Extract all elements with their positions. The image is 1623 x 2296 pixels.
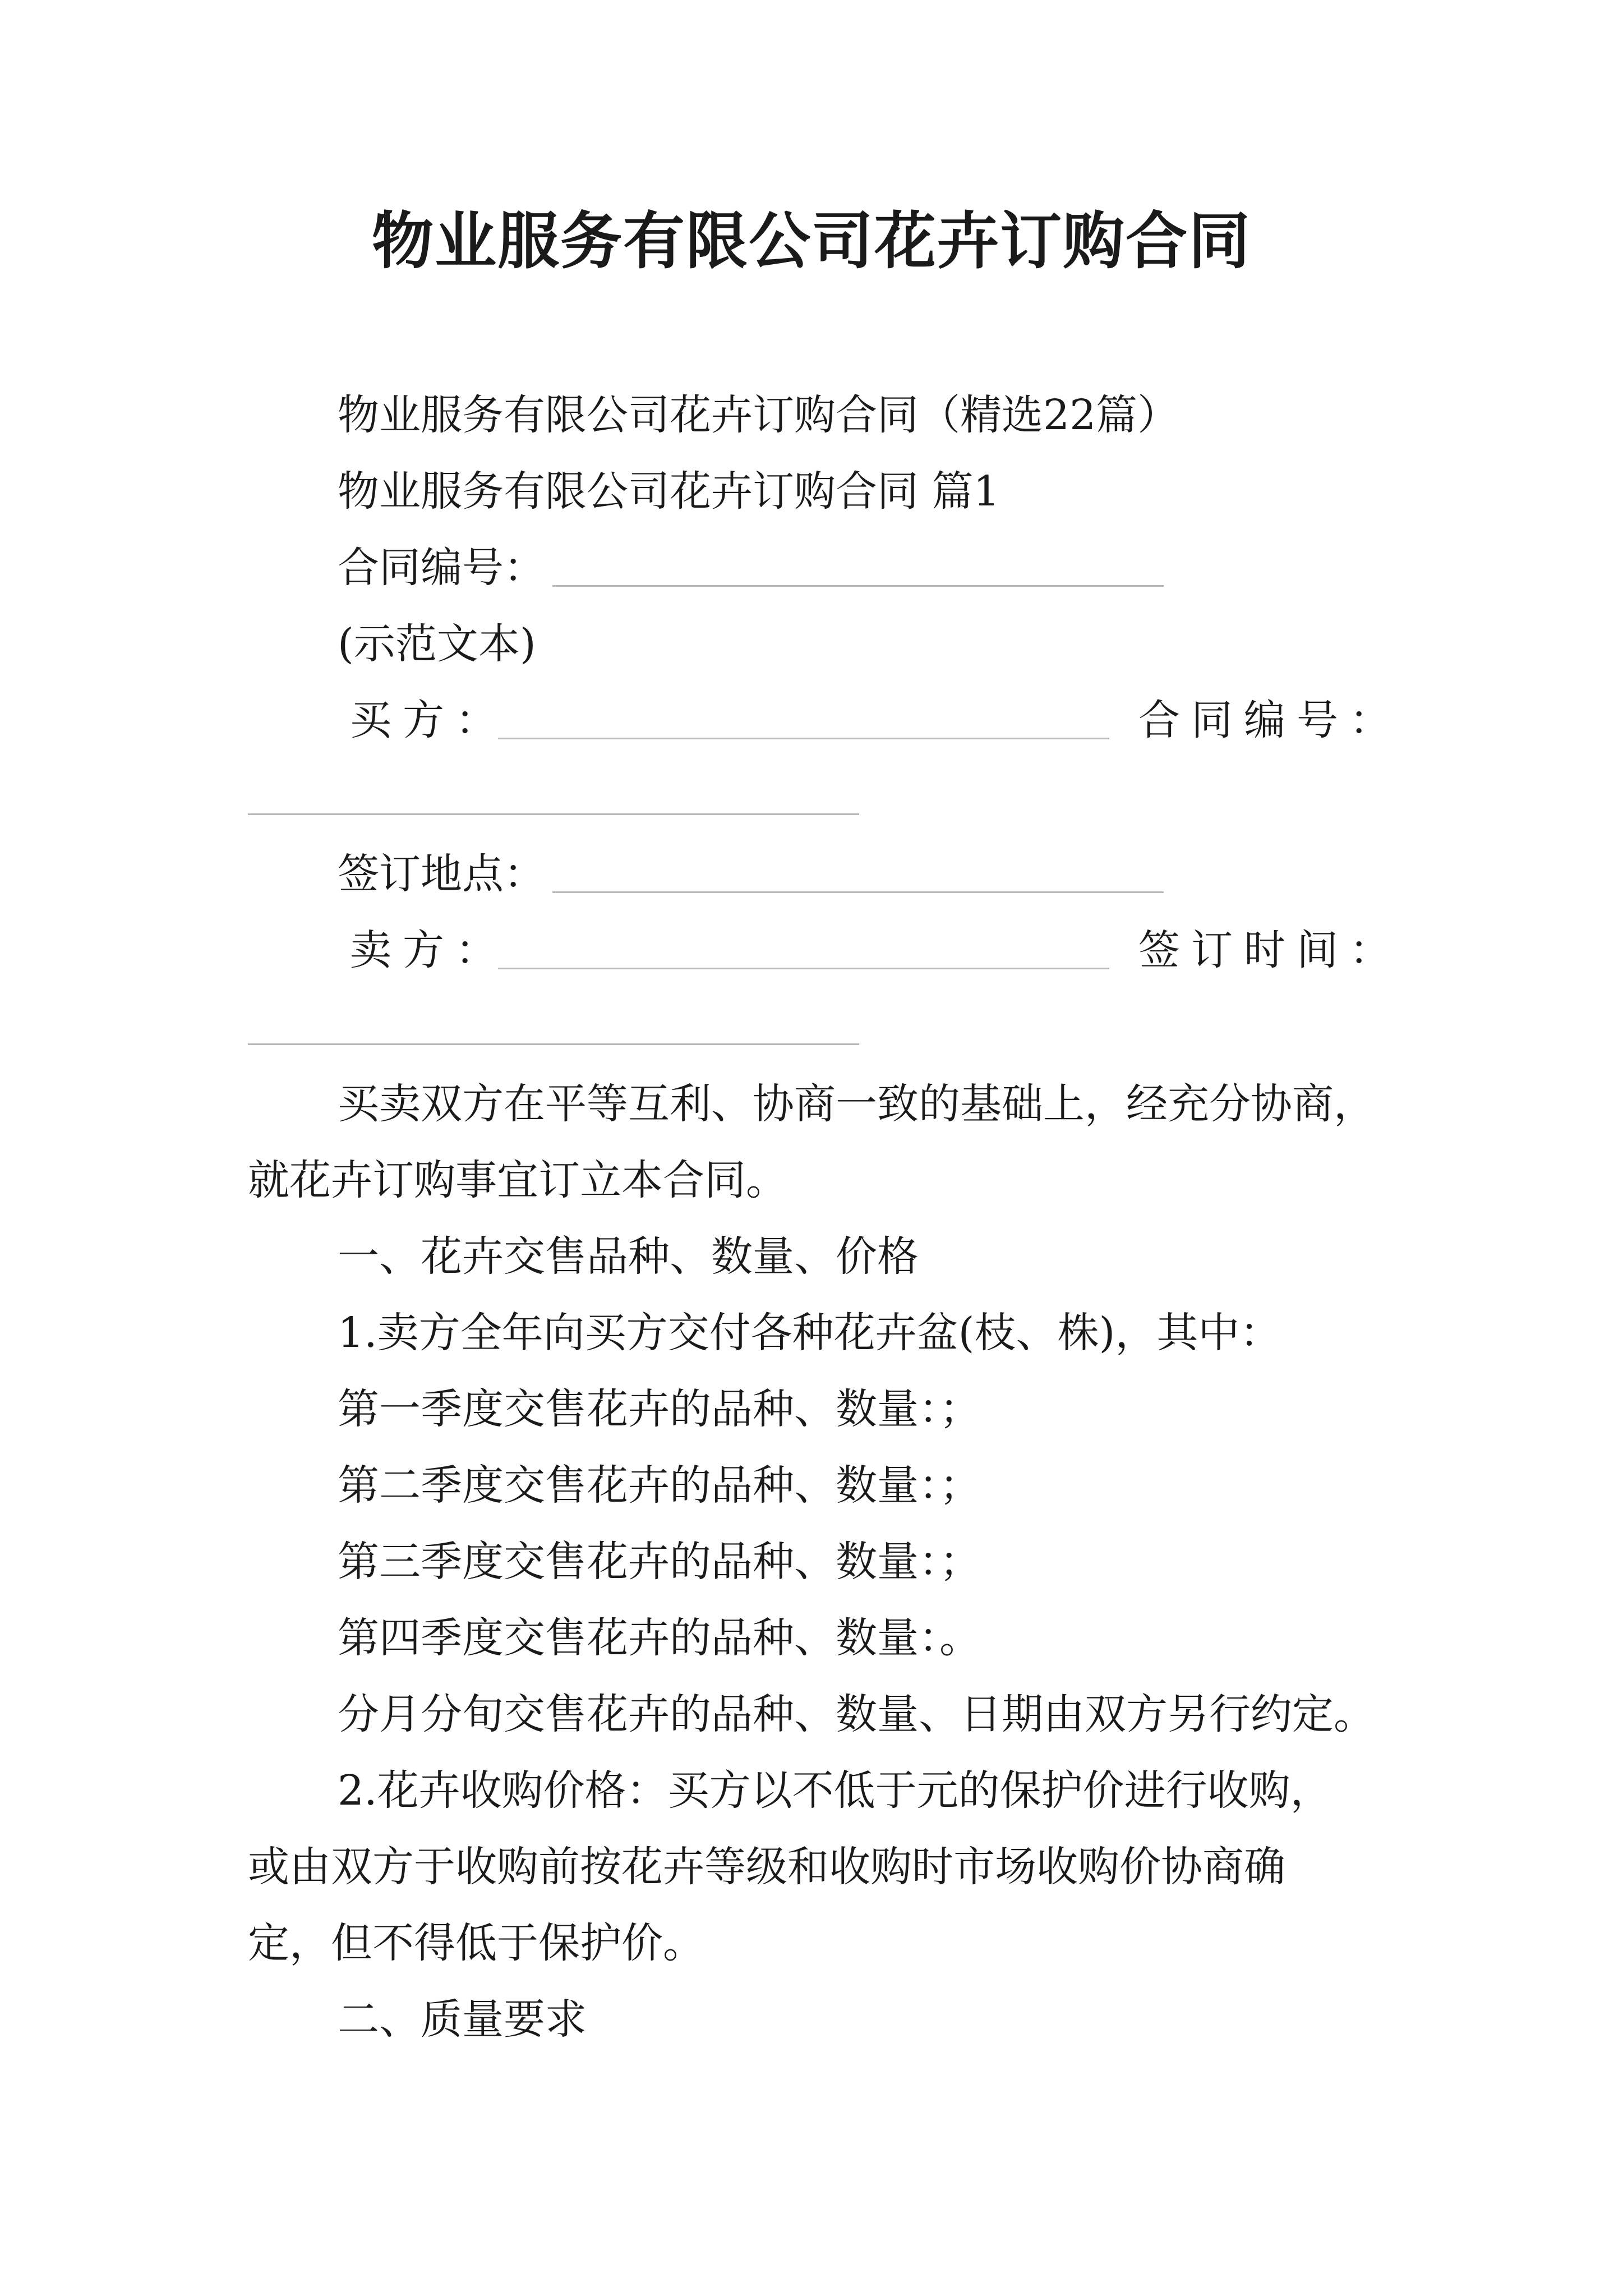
sign-time-blank xyxy=(248,1043,859,1045)
seller-blank xyxy=(498,968,1109,969)
quarter-line: 第三季度交售花卉的品种、数量：； xyxy=(338,1538,981,1586)
sign-place-blank xyxy=(552,891,1164,893)
contract-number-label-2: 合同编号： xyxy=(1138,696,1402,744)
document-subtitle: 物业服务有限公司花卉订购合同（精选22篇） xyxy=(338,391,1179,439)
paragraph-line: 分月分旬交售花卉的品种、数量、日期由双方另行约定。 xyxy=(338,1690,1375,1738)
buyer-label: 买方： xyxy=(350,696,508,744)
section-heading: 物业服务有限公司花卉订购合同 篇1 xyxy=(338,467,1000,516)
clause-item: 2.花卉收购价格：买方以不低于元的保护价进行收购， xyxy=(338,1766,1332,1815)
sample-text-label: (示范文本) xyxy=(338,620,536,668)
seller-label: 卖方： xyxy=(350,926,508,974)
paragraph-line: 买卖双方在平等互利、协商一致的基础上，经充分协商， xyxy=(338,1080,1375,1128)
clause-item: 1.卖方全年向买方交付各种花卉盆(枝、株)，其中： xyxy=(338,1309,1281,1357)
sign-place-label: 签订地点： xyxy=(338,850,545,898)
sign-time-label: 签订时间： xyxy=(1138,926,1402,974)
contract-number-blank-2 xyxy=(248,813,859,815)
paragraph-line: 或由双方于收购前按花卉等级和收购时市场收购价协商确 xyxy=(248,1843,1285,1891)
clause-heading: 一、花卉交售品种、数量、价格 xyxy=(338,1232,919,1281)
buyer-blank xyxy=(498,738,1109,739)
quarter-line: 第二季度交售花卉的品种、数量：； xyxy=(338,1461,981,1510)
quarter-line: 第一季度交售花卉的品种、数量：； xyxy=(338,1385,981,1433)
paragraph-line: 就花卉订购事宜订立本合同。 xyxy=(248,1156,787,1204)
clause-heading: 二、质量要求 xyxy=(338,1995,587,2044)
contract-number-blank xyxy=(552,585,1164,587)
quarter-line: 第四季度交售花卉的品种、数量：。 xyxy=(338,1614,981,1662)
document-title: 物业服务有限公司花卉订购合同 xyxy=(372,205,1251,277)
paragraph-line: 定，但不得低于保护价。 xyxy=(248,1919,704,1967)
contract-number-label: 合同编号： xyxy=(338,544,545,592)
